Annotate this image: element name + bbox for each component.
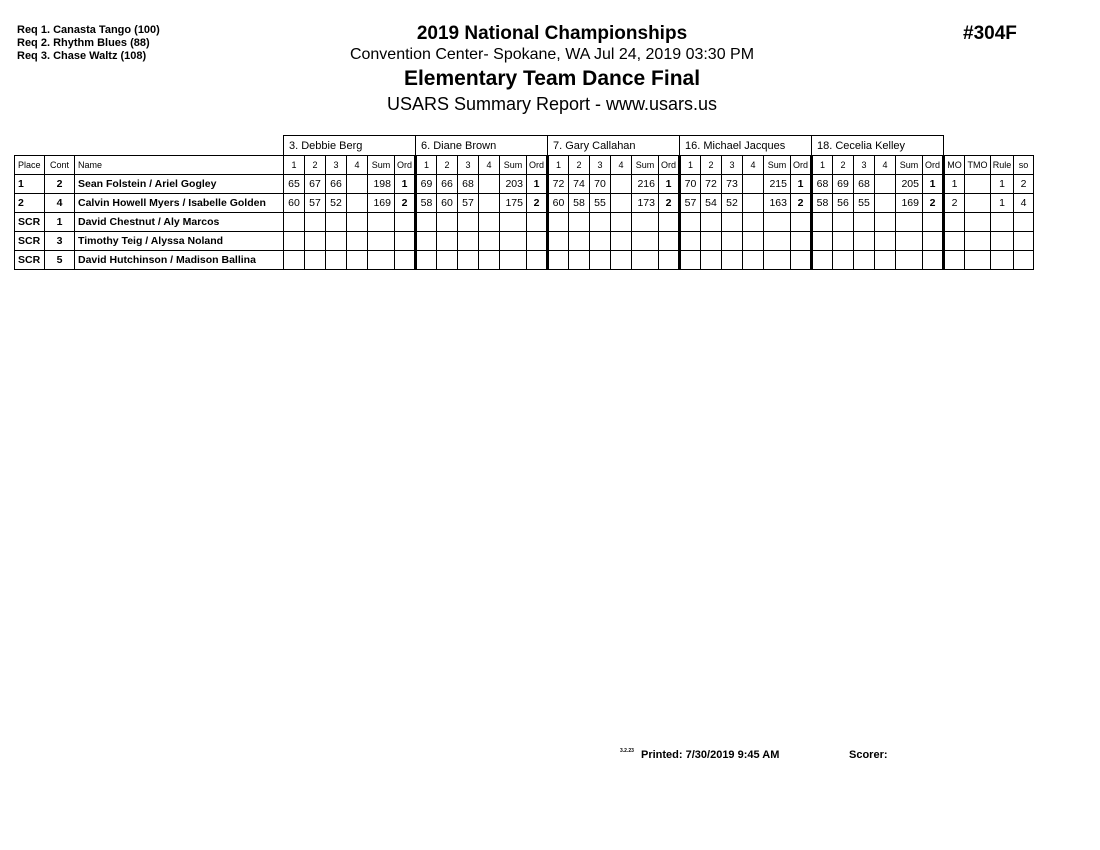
report-header bbox=[250, 22, 854, 116]
col-header-score: Ord bbox=[659, 156, 680, 175]
score-cell bbox=[680, 232, 701, 251]
score-cell bbox=[812, 213, 833, 232]
score-sum-cell bbox=[632, 251, 659, 270]
score-sum-cell bbox=[500, 232, 527, 251]
score-cell bbox=[284, 232, 305, 251]
col-header-score: Ord bbox=[791, 156, 812, 175]
table-row bbox=[15, 175, 1034, 194]
championship-title: 2019 National Championships bbox=[416, 23, 688, 44]
score-cell: 52 bbox=[326, 194, 347, 213]
score-cell: 57 bbox=[458, 194, 479, 213]
tmo-cell bbox=[965, 251, 991, 270]
col-header-score: Sum bbox=[632, 156, 659, 175]
col-header-score: 2 bbox=[701, 156, 722, 175]
score-cell bbox=[743, 213, 764, 232]
score-cell bbox=[701, 213, 722, 232]
ordinal-cell bbox=[923, 251, 944, 270]
rule-cell: 1 bbox=[991, 194, 1014, 213]
score-cell: 57 bbox=[680, 194, 701, 213]
col-header-score: Ord bbox=[395, 156, 416, 175]
score-cell bbox=[347, 175, 368, 194]
col-header-cont: Cont bbox=[45, 156, 75, 175]
so-cell bbox=[1014, 213, 1034, 232]
score-sum-cell bbox=[368, 232, 395, 251]
scorer-label: Scorer: bbox=[849, 749, 888, 761]
mo-cell bbox=[944, 213, 965, 232]
score-cell bbox=[875, 251, 896, 270]
contestant-number-cell: 5 bbox=[45, 251, 75, 270]
col-header-score: 4 bbox=[875, 156, 896, 175]
rule-cell bbox=[991, 232, 1014, 251]
ordinal-cell: 2 bbox=[923, 194, 944, 213]
software-version: 3.2.23 bbox=[620, 748, 634, 754]
score-cell bbox=[305, 232, 326, 251]
score-cell bbox=[875, 175, 896, 194]
event-number: #304F bbox=[963, 23, 1017, 44]
so-cell: 2 bbox=[1014, 175, 1034, 194]
team-name-cell: David Hutchinson / Madison Ballina bbox=[75, 251, 284, 270]
score-cell bbox=[548, 232, 569, 251]
score-cell: 68 bbox=[854, 175, 875, 194]
score-cell bbox=[479, 232, 500, 251]
score-cell bbox=[833, 251, 854, 270]
col-header-score: 1 bbox=[284, 156, 305, 175]
score-cell bbox=[680, 251, 701, 270]
score-cell bbox=[680, 213, 701, 232]
ordinal-cell bbox=[659, 232, 680, 251]
score-cell: 66 bbox=[326, 175, 347, 194]
score-cell bbox=[326, 213, 347, 232]
score-sum-cell bbox=[764, 232, 791, 251]
score-cell bbox=[347, 232, 368, 251]
place-cell: 1 bbox=[15, 175, 45, 194]
score-cell: 72 bbox=[548, 175, 569, 194]
score-sum-cell bbox=[632, 232, 659, 251]
score-cell bbox=[722, 232, 743, 251]
score-cell bbox=[743, 175, 764, 194]
judges-spacer bbox=[15, 136, 284, 156]
score-cell: 52 bbox=[722, 194, 743, 213]
score-cell: 54 bbox=[701, 194, 722, 213]
score-sum-cell bbox=[896, 232, 923, 251]
score-cell bbox=[722, 213, 743, 232]
mo-cell: 1 bbox=[944, 175, 965, 194]
rule-cell bbox=[991, 213, 1014, 232]
tmo-cell bbox=[965, 194, 991, 213]
score-cell bbox=[833, 213, 854, 232]
col-header-score: 1 bbox=[812, 156, 833, 175]
score-cell: 68 bbox=[812, 175, 833, 194]
col-header-score: 2 bbox=[569, 156, 590, 175]
requirement-2: Req 2. Rhythm Blues (88) bbox=[17, 37, 150, 49]
col-header-score: Ord bbox=[527, 156, 548, 175]
score-sum-cell bbox=[632, 213, 659, 232]
requirement-1: Req 1. Canasta Tango (100) bbox=[17, 24, 160, 36]
report-name: USARS Summary Report - www.usars.us bbox=[386, 94, 718, 114]
score-cell bbox=[854, 251, 875, 270]
team-name-cell: Sean Folstein / Ariel Gogley bbox=[75, 175, 284, 194]
score-cell bbox=[284, 213, 305, 232]
team-name-cell: Timothy Teig / Alyssa Noland bbox=[75, 232, 284, 251]
col-header-score: 4 bbox=[479, 156, 500, 175]
score-sum-cell bbox=[368, 213, 395, 232]
score-cell bbox=[347, 213, 368, 232]
score-cell bbox=[743, 232, 764, 251]
score-sum-cell bbox=[764, 251, 791, 270]
score-cell bbox=[611, 175, 632, 194]
col-header-so: so bbox=[1014, 156, 1034, 175]
tmo-cell bbox=[965, 175, 991, 194]
score-sum-cell: 215 bbox=[764, 175, 791, 194]
score-cell bbox=[458, 213, 479, 232]
ordinal-cell bbox=[923, 232, 944, 251]
score-cell bbox=[812, 251, 833, 270]
col-header-score: 4 bbox=[743, 156, 764, 175]
ordinal-cell bbox=[527, 232, 548, 251]
score-cell bbox=[569, 232, 590, 251]
score-sum-cell: 163 bbox=[764, 194, 791, 213]
score-cell: 70 bbox=[590, 175, 611, 194]
score-sum-cell: 205 bbox=[896, 175, 923, 194]
score-cell bbox=[701, 232, 722, 251]
place-cell: SCR bbox=[15, 232, 45, 251]
ordinal-cell: 2 bbox=[527, 194, 548, 213]
score-sum-cell: 198 bbox=[368, 175, 395, 194]
table-row bbox=[15, 194, 1034, 213]
score-cell: 72 bbox=[701, 175, 722, 194]
contestant-number-cell: 1 bbox=[45, 213, 75, 232]
score-cell: 70 bbox=[680, 175, 701, 194]
requirements-list bbox=[17, 24, 160, 63]
score-cell bbox=[812, 232, 833, 251]
ordinal-cell bbox=[527, 251, 548, 270]
printed-timestamp: Printed: 7/30/2019 9:45 AM bbox=[641, 749, 780, 761]
score-cell bbox=[569, 251, 590, 270]
col-header-score: 3 bbox=[590, 156, 611, 175]
mo-cell bbox=[944, 232, 965, 251]
col-header-score: Sum bbox=[368, 156, 395, 175]
event-name: Elementary Team Dance Final bbox=[403, 67, 701, 90]
score-sum-cell bbox=[896, 213, 923, 232]
col-header-score: 1 bbox=[680, 156, 701, 175]
score-cell bbox=[875, 213, 896, 232]
score-cell bbox=[479, 251, 500, 270]
judges-row bbox=[15, 136, 1034, 156]
col-header-score: 3 bbox=[854, 156, 875, 175]
score-cell bbox=[722, 251, 743, 270]
ordinal-cell bbox=[395, 213, 416, 232]
ordinal-cell: 1 bbox=[923, 175, 944, 194]
ordinal-cell bbox=[923, 213, 944, 232]
score-cell: 58 bbox=[569, 194, 590, 213]
score-cell: 57 bbox=[305, 194, 326, 213]
col-header-score: 3 bbox=[458, 156, 479, 175]
ordinal-cell: 1 bbox=[527, 175, 548, 194]
score-sum-cell: 216 bbox=[632, 175, 659, 194]
ordinal-cell: 1 bbox=[659, 175, 680, 194]
team-name-cell: David Chestnut / Aly Marcos bbox=[75, 213, 284, 232]
col-header-score: Sum bbox=[896, 156, 923, 175]
col-header-score: 3 bbox=[326, 156, 347, 175]
column-header-row bbox=[15, 156, 1034, 175]
ordinal-cell bbox=[395, 232, 416, 251]
score-cell: 60 bbox=[548, 194, 569, 213]
judge-name: 18. Cecelia Kelley bbox=[812, 136, 944, 156]
col-header-score: 4 bbox=[611, 156, 632, 175]
score-cell bbox=[701, 251, 722, 270]
contestant-number-cell: 2 bbox=[45, 175, 75, 194]
score-cell bbox=[833, 232, 854, 251]
score-cell bbox=[854, 213, 875, 232]
table-row bbox=[15, 251, 1034, 270]
score-cell bbox=[347, 194, 368, 213]
col-header-mo: MO bbox=[944, 156, 965, 175]
score-cell bbox=[854, 232, 875, 251]
score-cell bbox=[569, 213, 590, 232]
score-cell bbox=[611, 232, 632, 251]
score-sum-cell: 169 bbox=[896, 194, 923, 213]
score-cell bbox=[590, 232, 611, 251]
score-cell bbox=[437, 213, 458, 232]
score-cell bbox=[611, 251, 632, 270]
score-cell: 58 bbox=[416, 194, 437, 213]
ordinal-cell bbox=[527, 213, 548, 232]
score-cell: 66 bbox=[437, 175, 458, 194]
ordinal-cell bbox=[791, 232, 812, 251]
score-cell bbox=[347, 251, 368, 270]
ordinal-cell: 1 bbox=[395, 175, 416, 194]
score-sum-cell bbox=[764, 213, 791, 232]
score-cell bbox=[548, 213, 569, 232]
col-header-rule: Rule bbox=[991, 156, 1014, 175]
col-header-name: Name bbox=[75, 156, 284, 175]
score-cell bbox=[590, 213, 611, 232]
score-cell bbox=[458, 232, 479, 251]
col-header-score: 2 bbox=[305, 156, 326, 175]
score-cell bbox=[437, 232, 458, 251]
col-header-score: Sum bbox=[500, 156, 527, 175]
score-sum-cell: 169 bbox=[368, 194, 395, 213]
requirement-3: Req 3. Chase Waltz (108) bbox=[17, 50, 147, 62]
tmo-cell bbox=[965, 213, 991, 232]
score-cell bbox=[875, 194, 896, 213]
score-cell bbox=[479, 213, 500, 232]
judge-name: 16. Michael Jacques bbox=[680, 136, 812, 156]
score-sum-cell bbox=[896, 251, 923, 270]
judge-name: 6. Diane Brown bbox=[416, 136, 548, 156]
ordinal-cell bbox=[659, 213, 680, 232]
ordinal-cell bbox=[791, 213, 812, 232]
ordinal-cell bbox=[791, 251, 812, 270]
score-sum-cell: 173 bbox=[632, 194, 659, 213]
ordinal-cell: 1 bbox=[791, 175, 812, 194]
place-cell: 2 bbox=[15, 194, 45, 213]
col-header-score: 1 bbox=[548, 156, 569, 175]
mo-cell bbox=[944, 251, 965, 270]
score-cell bbox=[479, 175, 500, 194]
ordinal-cell: 2 bbox=[659, 194, 680, 213]
rule-cell bbox=[991, 251, 1014, 270]
score-sum-cell bbox=[500, 251, 527, 270]
col-header-score: 2 bbox=[833, 156, 854, 175]
score-cell: 65 bbox=[284, 175, 305, 194]
score-cell bbox=[326, 232, 347, 251]
score-sum-cell: 203 bbox=[500, 175, 527, 194]
rule-cell: 1 bbox=[991, 175, 1014, 194]
so-cell bbox=[1014, 251, 1034, 270]
col-header-tmo: TMO bbox=[965, 156, 991, 175]
score-cell bbox=[743, 194, 764, 213]
judge-name: 7. Gary Callahan bbox=[548, 136, 680, 156]
score-cell: 55 bbox=[854, 194, 875, 213]
col-header-score: 3 bbox=[722, 156, 743, 175]
col-header-score: 1 bbox=[416, 156, 437, 175]
table-row bbox=[15, 232, 1034, 251]
score-cell bbox=[305, 213, 326, 232]
score-cell bbox=[416, 251, 437, 270]
score-cell: 69 bbox=[416, 175, 437, 194]
score-cell bbox=[305, 251, 326, 270]
score-cell: 68 bbox=[458, 175, 479, 194]
so-cell: 4 bbox=[1014, 194, 1034, 213]
score-cell: 60 bbox=[284, 194, 305, 213]
venue-date: Convention Center- Spokane, WA Jul 24, 2019 03:30 PM bbox=[349, 46, 755, 63]
score-cell bbox=[416, 213, 437, 232]
score-cell bbox=[743, 251, 764, 270]
place-cell: SCR bbox=[15, 213, 45, 232]
score-cell bbox=[284, 251, 305, 270]
score-cell: 58 bbox=[812, 194, 833, 213]
score-cell: 69 bbox=[833, 175, 854, 194]
contestant-number-cell: 4 bbox=[45, 194, 75, 213]
col-header-score: Sum bbox=[764, 156, 791, 175]
score-cell bbox=[611, 194, 632, 213]
score-cell bbox=[611, 213, 632, 232]
table-row bbox=[15, 213, 1034, 232]
score-cell: 60 bbox=[437, 194, 458, 213]
contestant-number-cell: 3 bbox=[45, 232, 75, 251]
ordinal-cell: 2 bbox=[791, 194, 812, 213]
score-cell bbox=[479, 194, 500, 213]
place-cell: SCR bbox=[15, 251, 45, 270]
ordinal-cell: 2 bbox=[395, 194, 416, 213]
score-cell bbox=[875, 232, 896, 251]
col-header-score: Ord bbox=[923, 156, 944, 175]
so-cell bbox=[1014, 232, 1034, 251]
score-cell: 56 bbox=[833, 194, 854, 213]
score-cell bbox=[416, 232, 437, 251]
col-header-score: 2 bbox=[437, 156, 458, 175]
score-cell bbox=[458, 251, 479, 270]
results-table bbox=[14, 135, 1034, 270]
score-cell: 73 bbox=[722, 175, 743, 194]
col-header-score: 4 bbox=[347, 156, 368, 175]
col-header-place: Place bbox=[15, 156, 45, 175]
score-cell bbox=[437, 251, 458, 270]
score-sum-cell: 175 bbox=[500, 194, 527, 213]
ordinal-cell bbox=[659, 251, 680, 270]
score-sum-cell bbox=[500, 213, 527, 232]
score-cell bbox=[590, 251, 611, 270]
judges-spacer bbox=[944, 136, 1034, 156]
team-name-cell: Calvin Howell Myers / Isabelle Golden bbox=[75, 194, 284, 213]
ordinal-cell bbox=[395, 251, 416, 270]
score-cell: 55 bbox=[590, 194, 611, 213]
mo-cell: 2 bbox=[944, 194, 965, 213]
score-sum-cell bbox=[368, 251, 395, 270]
score-cell bbox=[548, 251, 569, 270]
judge-name: 3. Debbie Berg bbox=[284, 136, 416, 156]
tmo-cell bbox=[965, 232, 991, 251]
score-cell: 74 bbox=[569, 175, 590, 194]
score-cell bbox=[326, 251, 347, 270]
score-cell: 67 bbox=[305, 175, 326, 194]
